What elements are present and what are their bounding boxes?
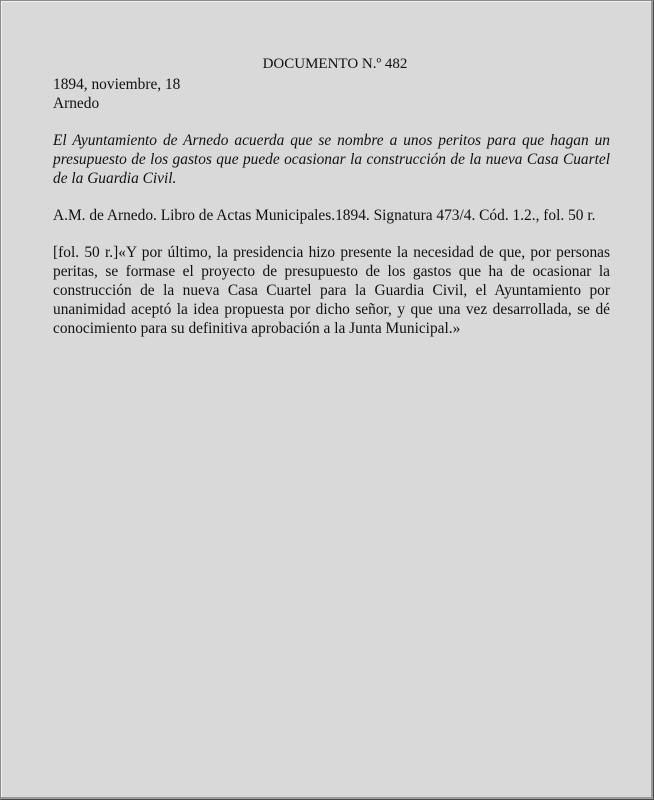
document-body [53, 75, 610, 338]
document-transcription: [fol. 50 r.]«Y por último, la presidencia hizo presente la necesidad de que, por personas peritas, se formase el proyecto de presupuesto de los gastos que ha de ocasionar la construcción de la nueva Casa Cuartel para la Guardia Civil, el Ayuntamiento por unanimidad aceptó la idea propuesta por dicho señor, y que una vez desarrollada, se dé conocimiento para su definitiva aprobación a la Junta Municipal.» [53, 244, 610, 337]
document-number: DOCUMENTO N.º 482 [262, 56, 408, 72]
document-summary: El Ayuntamiento de Arnedo acuerda que se nombre a unos peritos para que hagan un presupuesto de los gastos que puede ocasionar la construcción de la nueva Casa Cuartel de la Guardia Civil. [53, 132, 610, 187]
archive-source: A.M. de Arnedo. Libro de Actas Municipales.1894. Signatura 473/4. Cód. 1.2., fol. 50 r. [53, 207, 596, 224]
document-date: 1894, noviembre, 18 [53, 76, 181, 93]
document-place: Arnedo [53, 95, 100, 112]
